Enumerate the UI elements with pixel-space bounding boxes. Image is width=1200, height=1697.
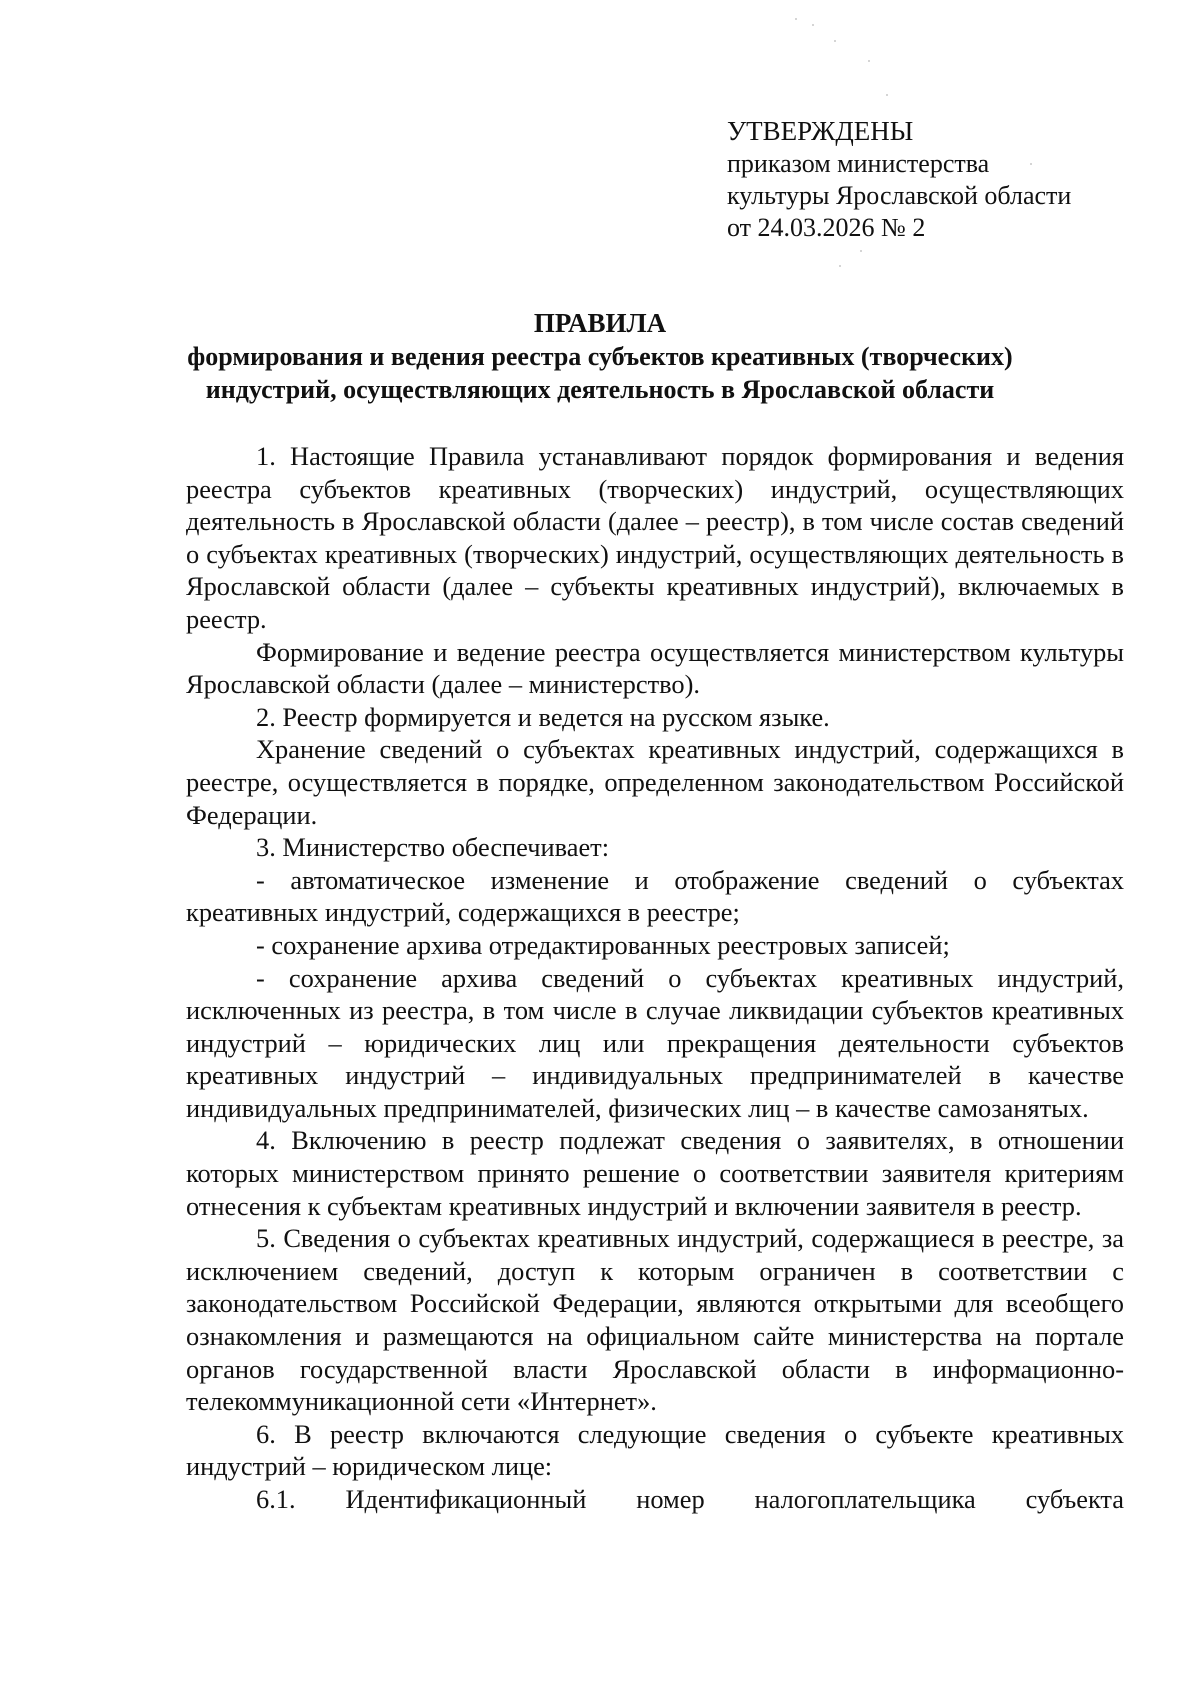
approval-heading: УТВЕРЖДЕНЫ: [727, 116, 914, 146]
scan-speck: [868, 60, 870, 62]
paragraph: 1. Настоящие Правила устанавливают порядок формирования и ведения реестра субъектов креативных (творческих) индустрий, осуществляющих деятельность в Ярославской области (далее – реестр), в том числе состав сведений о субъектах креативных (творческих) индустрий, осуществляющих деятельность в Ярославской области (далее – субъекты креативных индустрий), включаемых в реестр.: [186, 441, 1124, 634]
list-item: - сохранение архива отредактированных реестровых записей;: [256, 929, 950, 960]
paragraph: 5. Сведения о субъектах креативных индустрий, содержащиеся в реестре, за исключением сведений, доступ к которым ограничен в соответствии с законодательством Российской Федерации, являются открытыми для всеобщего ознакомления и размещаются на официальном сайте министерства на портале органов государственной власти Ярославской области в информационно-телекоммуникационной сети «Интернет».: [186, 1223, 1124, 1417]
approval-date-line: от 24.03.2026 № 2: [727, 213, 926, 242]
document-title: [150, 306, 1050, 406]
paragraph: 6. В реестр включаются следующие сведения о субъекте креативных индустрий – юридическом лице:: [186, 1418, 1124, 1482]
scan-speck: [839, 265, 841, 267]
scan-speck: [795, 18, 797, 20]
document-body: [186, 440, 1124, 1516]
approval-stamp: [727, 114, 1071, 244]
list-item: - автоматическое изменение и отображение сведений о субъектах креативных индустрий, содержащихся в реестре;: [186, 864, 1124, 928]
paragraph: 2. Реестр формируется и ведется на русском языке.: [256, 701, 830, 732]
scan-speck: [860, 250, 862, 252]
approval-line: приказом министерства: [727, 149, 990, 178]
title-main: ПРАВИЛА: [533, 308, 667, 338]
title-subtitle: формирования и ведения реестра субъектов креативных (творческих) индустрий, осуществляющих деятельность в Ярославской области: [187, 342, 1013, 404]
scan-speck: [1030, 163, 1032, 165]
paragraph: 3. Министерство обеспечивает:: [256, 832, 610, 863]
scan-speck: [886, 94, 888, 96]
approval-line: культуры Ярославской области: [727, 181, 1072, 210]
scan-speck: [812, 24, 814, 26]
paragraph: 4. Включению в реестр подлежат сведения о заявителях, в отношении которых министерством принято решение о соответствии заявителя критериям отнесения к субъектам креативных индустрий и включении заявителя в реестр.: [186, 1125, 1124, 1221]
paragraph: Формирование и ведение реестра осуществляется министерством культуры Ярославской области (далее – министерство).: [186, 636, 1124, 700]
scan-speck: [834, 40, 836, 42]
paragraph: Хранение сведений о субъектах креативных индустрий, содержащихся в реестре, осуществляется в порядке, определенном законодательством Российской Федерации.: [186, 734, 1124, 830]
list-item: - сохранение архива сведений о субъектах креативных индустрий, исключенных из реестра, в том числе в случае ликвидации субъектов креативных индустрий – юридических лиц или прекращения деятельности субъектов креативных индустрий – индивидуальных предпринимателей в качестве индивидуальных предпринимателей, физических лиц – в качестве самозанятых.: [186, 962, 1124, 1123]
paragraph: 6.1. Идентификационный номер налогоплательщика субъекта: [256, 1484, 1124, 1514]
